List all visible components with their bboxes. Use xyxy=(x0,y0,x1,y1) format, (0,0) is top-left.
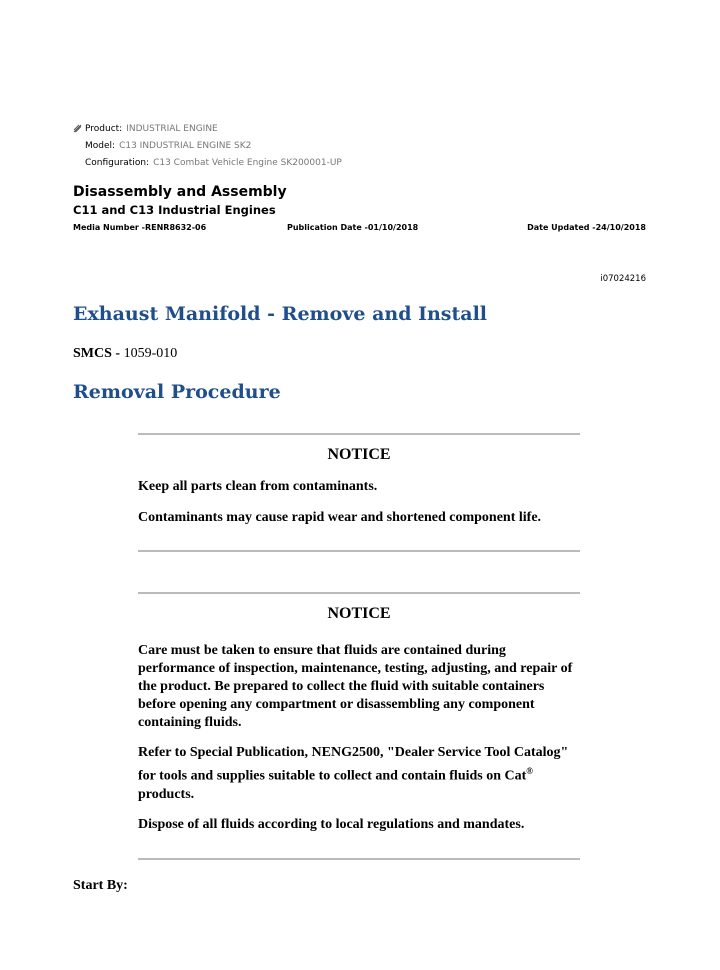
media-number: Media Number -RENR8632-06 xyxy=(73,223,207,232)
notice-title: NOTICE xyxy=(327,446,391,463)
notice-paragraph: Contaminants may cause rapid wear and shortened component life. xyxy=(138,510,542,525)
notice-text: products. xyxy=(138,786,195,802)
notice-top-rule xyxy=(138,433,580,435)
document-title: Disassembly and Assembly xyxy=(73,184,287,200)
notice-text: Refer to Special Publication, NENG2500, "Dealer Service Tool Catalog" for tools and supplies suitable to collect and contain fluids on Cat xyxy=(138,745,569,784)
page-title: Exhaust Manifold - Remove and Install xyxy=(73,303,488,325)
model-row xyxy=(73,137,342,154)
registered-mark: ® xyxy=(526,766,534,776)
configuration-label: Configuration: xyxy=(85,157,150,168)
product-label: Product: xyxy=(85,123,123,134)
model-value: C13 INDUSTRIAL ENGINE SK2 xyxy=(119,140,252,151)
configuration-value: C13 Combat Vehicle Engine SK200001-UP xyxy=(153,157,342,168)
section-heading: Removal Procedure xyxy=(73,381,281,403)
notice-paragraph xyxy=(138,744,580,804)
notice-box-2 xyxy=(138,592,580,860)
model-label: Model: xyxy=(85,140,116,151)
document-subtitle: C11 and C13 Industrial Engines xyxy=(73,203,276,217)
product-row xyxy=(73,120,342,137)
product-meta xyxy=(73,120,342,171)
publication-date: Publication Date -01/10/2018 xyxy=(287,223,419,232)
notice-box-1 xyxy=(138,433,580,552)
notice-bottom-rule xyxy=(138,858,580,860)
notice-bottom-rule xyxy=(138,550,580,552)
notice-paragraph: Keep all parts clean from contaminants. xyxy=(138,479,378,494)
smcs-code xyxy=(73,346,177,362)
date-updated: Date Updated -24/10/2018 xyxy=(527,223,646,232)
product-value: INDUSTRIAL ENGINE xyxy=(126,123,218,134)
notice-top-rule xyxy=(138,592,580,594)
document-id: i07024216 xyxy=(600,274,646,284)
notice-paragraph: Care must be taken to ensure that fluids are contained during performance of inspection, maintenance, testing, adjusting, and repair of the product. Be prepared to collect the fluid with suitable containers before opening any compartment or disassembling any component containing fluids. xyxy=(138,643,573,730)
configuration-row xyxy=(73,154,342,171)
start-by-heading: Start By: xyxy=(73,878,128,893)
smcs-label: SMCS - xyxy=(73,346,121,361)
caterpillar-icon xyxy=(73,124,82,133)
smcs-value: 1059-010 xyxy=(123,346,178,361)
notice-title: NOTICE xyxy=(327,605,391,622)
notice-paragraph: Dispose of all fluids according to local regulations and mandates. xyxy=(138,816,525,832)
